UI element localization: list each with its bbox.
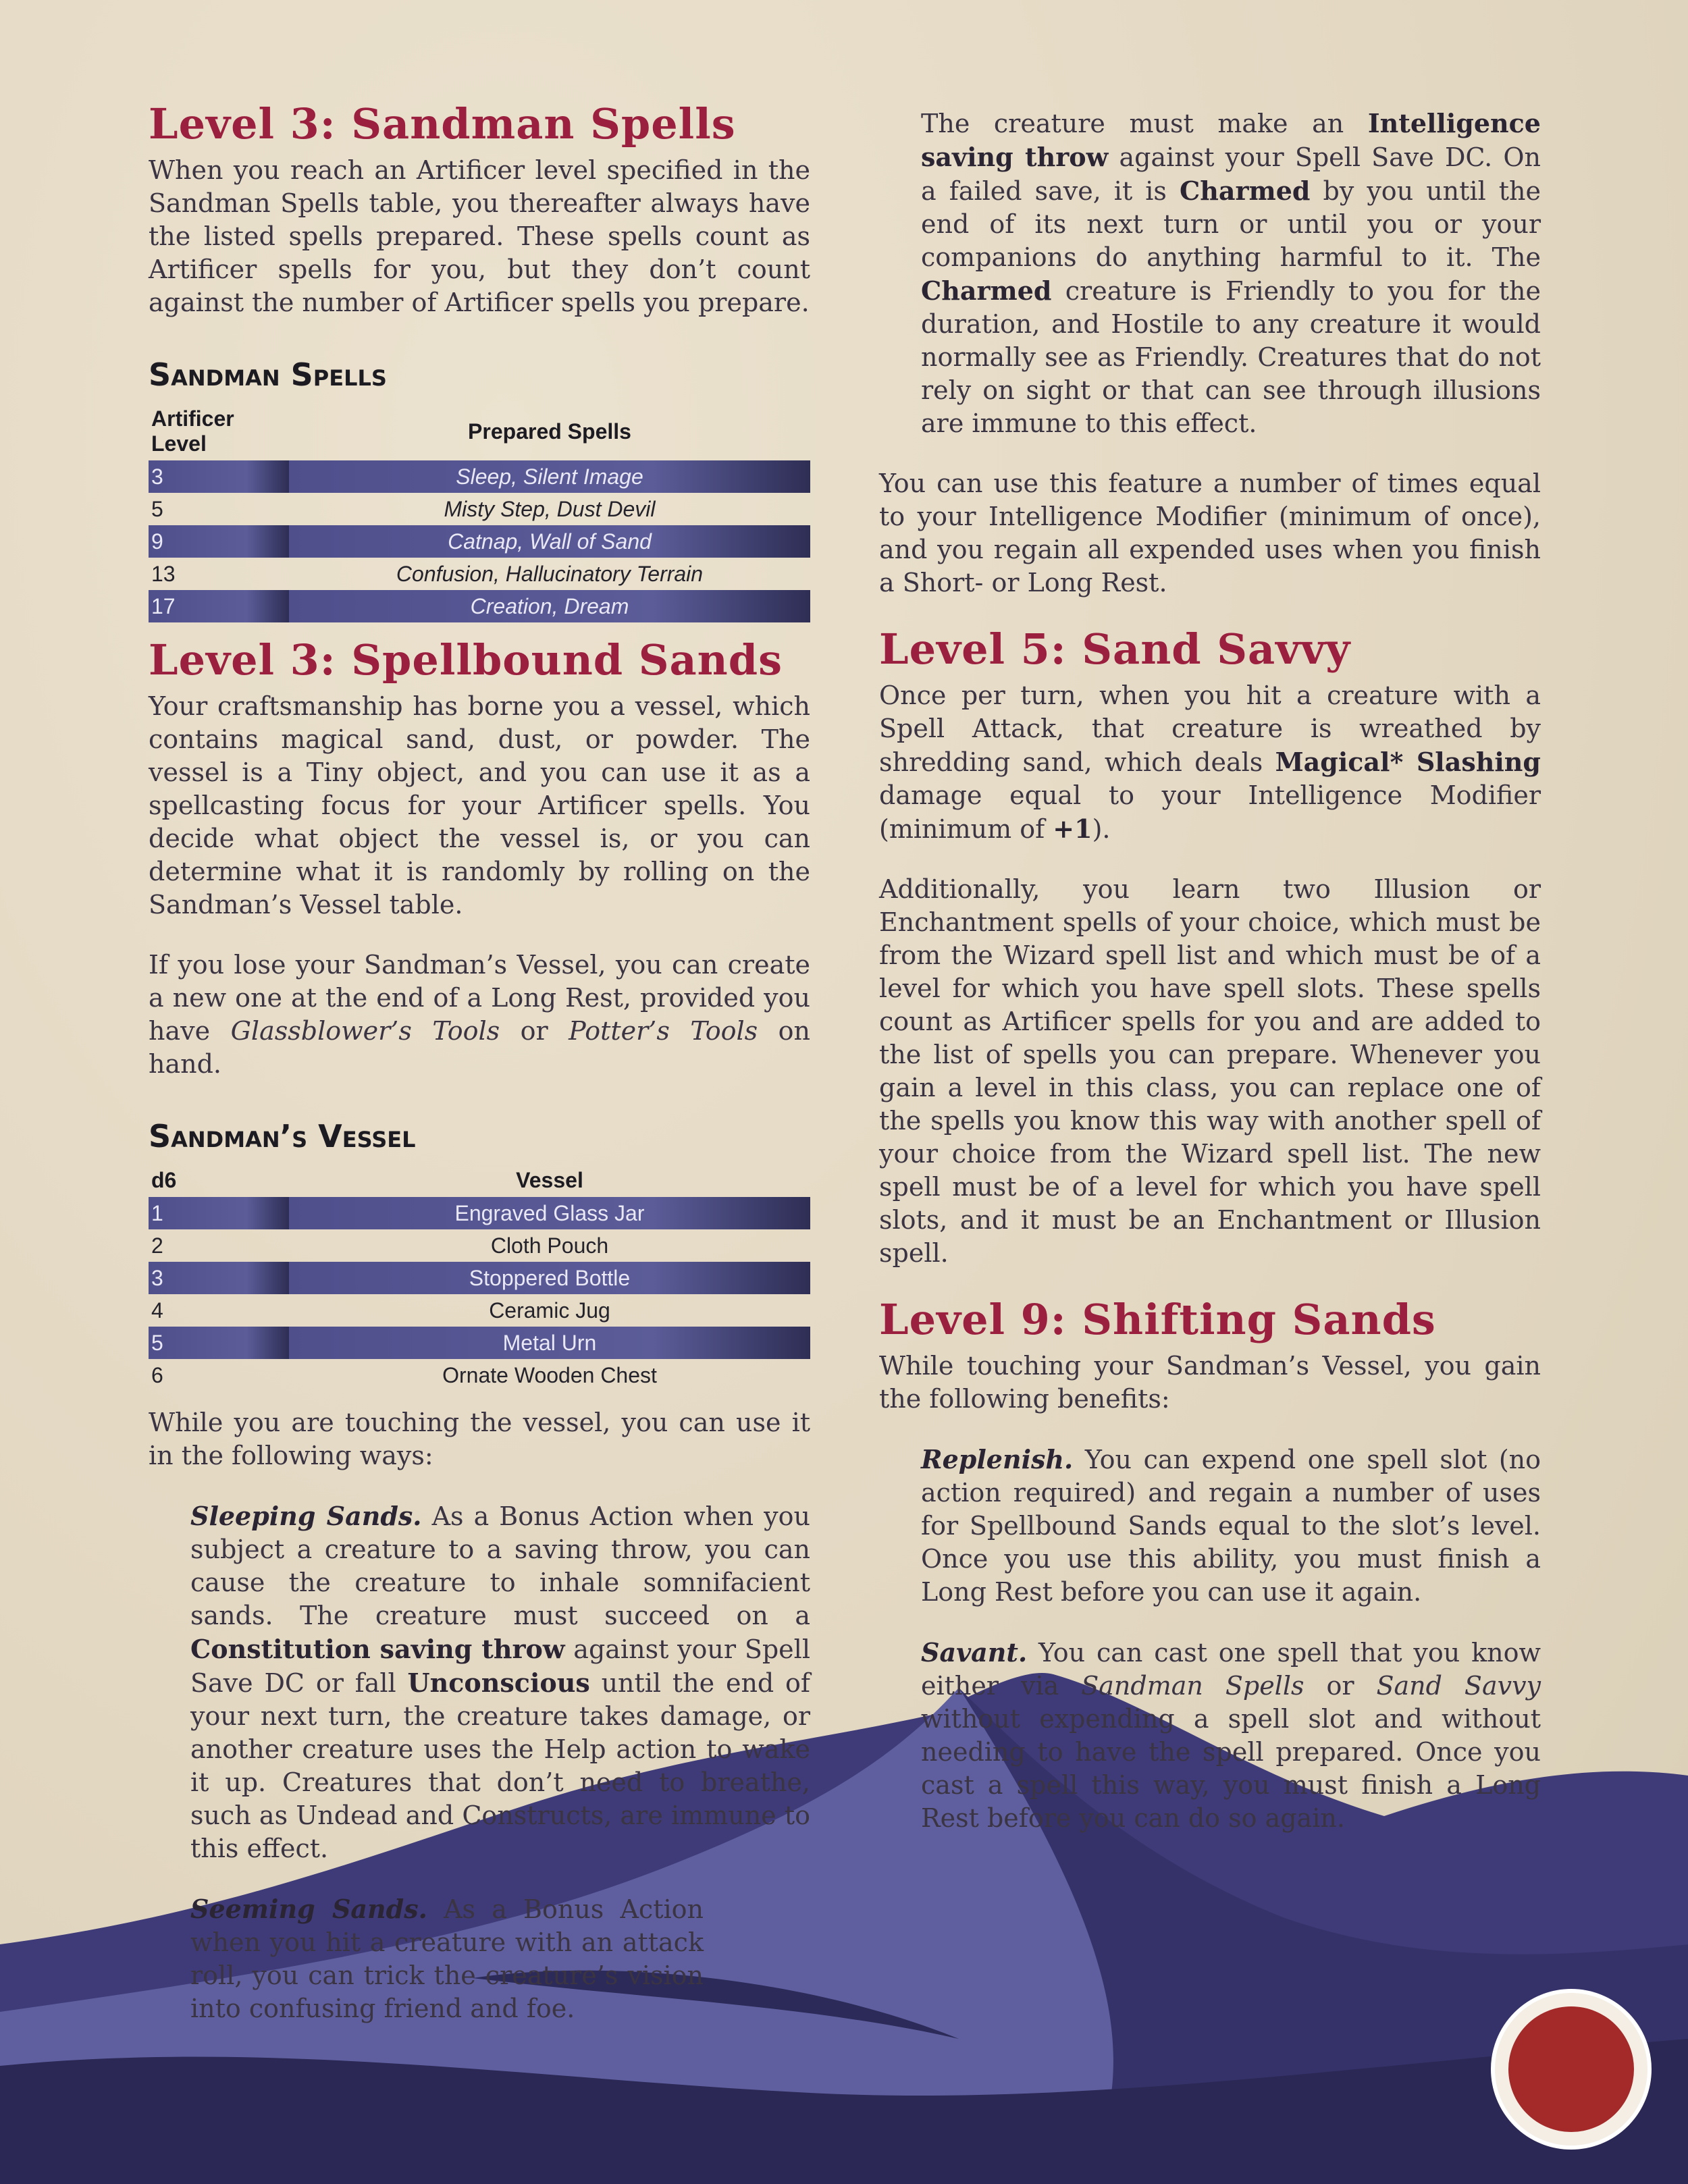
table-row: 5 Misty Step, Dust Devil — [151, 496, 656, 521]
table-row: 5 Metal Urn — [149, 1327, 810, 1359]
table-row: 3 Stoppered Bottle — [149, 1262, 810, 1294]
col-header-spells: Prepared Spells — [468, 419, 631, 444]
sand-savvy-text-2: Additionally, you learn two Illusion or Enchantment spells of your choice, which must be from the Wizard spell list and which must be of a level for which you have spell slots. These spells count as Artificer spells for you and are added to the list of spells you can prepare. Whenever you gain a level in this class, you can replace one of the spells you know this way with another spell of your choice from the Wizard spell list. The new spell must be of a level for which you have spell slots, and it must be an Enchantment or Illusion spell. — [879, 874, 1541, 1269]
table-row: 4 Ceramic Jug — [151, 1298, 610, 1323]
heading-sandman-spells: Level 3: Sandman Spells — [149, 99, 736, 149]
table-row: 13 Confusion, Hallucinatory Terrain — [151, 561, 704, 586]
seeming-sands-text: Seeming Sands. As a Bonus Action when you hit a creature with an attack roll, you can trick the creature’s vision into confusing friend and foe. — [190, 1894, 704, 2024]
heading-spellbound-sands: Level 3: Spellbound Sands — [149, 635, 783, 685]
col-header-vessel: Vessel — [516, 1168, 583, 1193]
sandman-spells-table — [149, 402, 810, 622]
vessel-usage-intro: While you are touching the vessel, you can use it in the following ways: — [149, 1408, 810, 1471]
replenish-text: Replenish. You can expend one spell slot (no action required) and regain a number of uses for Spellbound Sands equal to the slot’s level. Once you use this ability, you must finish a Long Rest before you can use it again. — [921, 1444, 1541, 1607]
spellbound-text-1: Your craftsmanship has borne you a vessel, which contains magical sand, dust, or powder. The vessel is a Tiny object, and you can use it as a spellcasting focus for your Artificer spells. You decide what object the vessel is, or you can determine what it is randomly by rolling on the Sandman’s Vessel table. — [149, 691, 810, 920]
spellbound-text-2: If you lose your Sandman’s Vessel, you can create a new one at the end of a Long Rest, provided you have Glassblower’s Tools or Potter’s Tools on hand. — [149, 950, 810, 1080]
table-row: 6 Ornate Wooden Chest — [151, 1362, 657, 1387]
right-column — [879, 107, 1541, 1862]
sandman-spells-text: When you reach an Artificer level specified in the Sandman Spells table, you thereafter always have the listed spells prepared. These spells count as Artificer spells for you, but they don’t count against the number of Artificer spells you prepare. — [149, 155, 810, 318]
table-row: 1 Engraved Glass Jar — [149, 1197, 810, 1229]
sand-savvy-text-1: Once per turn, when you hit a creature with a Spell Attack, that creature is wreathed by shredding sand, which deals Magical* Slashing damage equal to your Intelligence Modifier (minimum of +1). — [879, 681, 1541, 845]
col-header-level: Artificer Level — [151, 406, 234, 456]
savant-text: Savant. You can cast one spell that you know either via Sandman Spells or Sand Savvy without expending a spell slot and without needing to have the spell prepared. Once you cast a spell this way, you must finish a Long Rest before you can do so again. — [921, 1637, 1541, 1834]
shifting-sands-intro: While touching your Sandman’s Vessel, you gain the following benefits: — [879, 1351, 1541, 1414]
uses-text: You can use this feature a number of times equal to your Intelligence Modifier (minimum of once), and you regain all expended uses when you finish a Short- or Long Rest. — [879, 469, 1541, 597]
table-row: 9 Catnap, Wall of Sand — [149, 525, 810, 558]
heading-shifting-sands: Level 9: Shifting Sands — [879, 1295, 1436, 1345]
vessel-table — [149, 1164, 810, 1391]
sandman-spells-table-title: Sandman Spells — [149, 356, 387, 394]
heading-sand-savvy: Level 5: Sand Savvy — [879, 624, 1351, 674]
vessel-table-title: Sandman’s Vessel — [149, 1118, 416, 1155]
col-header-d6: d6 — [151, 1168, 177, 1193]
sleeping-sands-text: Sleeping Sands. As a Bonus Action when you subject a creature to a saving throw, you can cause the creature to inhale somnifacient sands. The creature must succeed on a Constitution saving throw against your Spell Save DC or fall Unconscious until the end of your next turn, the creature takes damage, or another creature uses the Help action to wake it up. Creatures that don’t need to breathe, such as Undead and Constructs, are immune to this effect. — [190, 1501, 810, 1864]
table-row: 3 Sleep, Silent Image — [149, 460, 810, 493]
table-row: 17 Creation, Dream — [149, 590, 810, 622]
seeming-sands-continued: The creature must make an Intelligence saving throw against your Spell Save DC. On a failed save, it is Charmed by you until the end of its next turn or until you or your companions do anything harmful to it. The Charmed creature is Friendly to you for the duration, and Hostile to any creature it would normally see as Friendly. Creatures that do not rely on sight or that can see through illusions are immune to this effect. — [921, 108, 1541, 438]
publisher-logo — [1491, 1989, 1652, 2150]
left-column — [149, 101, 810, 2052]
d20-icon — [1508, 2006, 1634, 2132]
table-row: 2 Cloth Pouch — [151, 1233, 609, 1258]
